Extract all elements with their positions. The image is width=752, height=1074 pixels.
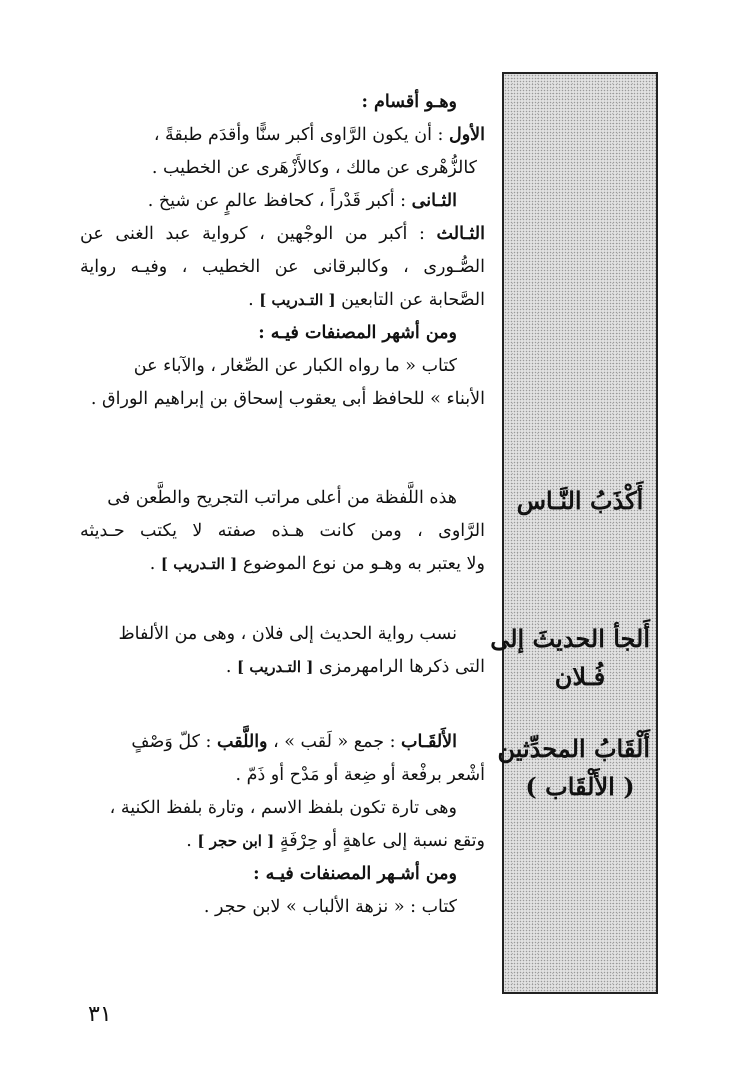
body-text: . <box>225 657 238 677</box>
source-citation: [ التـدريب ] <box>237 658 314 676</box>
heading-line: ( الأَلْقَاب ) <box>525 772 635 801</box>
body-text: : جمع « لَقب » ، <box>267 732 402 752</box>
body-text: : أكبر من الوجْهين ، كرواية عبد الغنى عن <box>80 224 437 244</box>
text-line <box>80 825 485 858</box>
body-text: . <box>149 554 161 574</box>
text-line <box>80 548 485 581</box>
text-line <box>80 726 485 759</box>
body-text: : كلّ وَصْفٍ <box>131 732 218 752</box>
text-line <box>80 858 485 891</box>
section-alja <box>80 618 485 684</box>
term-label: الثـالث <box>436 224 485 244</box>
section-aqsam <box>80 86 485 416</box>
body-text: وتقع نسبة إلى عاهةٍ أو حِرْفَةٍ <box>274 831 485 851</box>
text-line: كالزُّهْرى عن مالك ، وكالأَزْهَرى عن الخطيب . <box>151 158 477 178</box>
heading-line: أَلجأ الحديثَ إلى <box>490 624 650 653</box>
text-line <box>80 185 485 218</box>
text-line <box>80 86 485 119</box>
subheading: ومن أشـهر المصنفات فيـه : <box>253 864 457 884</box>
source-citation: [ التـدريب ] <box>259 291 336 309</box>
heading-line: فُـلان <box>554 662 606 691</box>
source-citation: [ التـدريب ] <box>160 555 238 573</box>
term-label: الأول <box>448 125 485 145</box>
subheading: ومن أشهر المصنفات فيـه : <box>258 323 457 343</box>
text-line <box>80 651 485 684</box>
body-text: . <box>186 831 198 851</box>
term-label: الثـانى <box>411 191 457 211</box>
text-line <box>80 284 485 317</box>
text-line <box>80 119 485 152</box>
text-line: هذه اللَّفظة من أعلى مراتب التجريح والطَّعن فى <box>107 488 457 508</box>
body-text: : أن يكون الرَّاوى أكبر سنًّا وأقدَم طبقةً ، <box>153 125 449 145</box>
text-line: كتاب « ما رواه الكبار عن الصِّغار ، والآباء عن <box>133 356 457 376</box>
section-akdhab <box>80 482 485 581</box>
body-text: التى ذكرها الرامهرمزى <box>313 657 485 677</box>
subheading: وهـو أقسام : <box>361 92 457 112</box>
text-line <box>80 218 485 251</box>
text-line: كتاب : « نزهة الألباب » لابن حجر . <box>203 897 457 917</box>
text-line: نسب رواية الحديث إلى فلان ، وهى من الألفاظ <box>118 624 457 644</box>
heading-akdhab-al-nas <box>510 482 650 520</box>
section-alqab <box>80 726 485 924</box>
text-line: الرَّاوى ، ومن كانت هـذه صفته لا يكتب حـديثه <box>80 521 485 541</box>
page-number: ٣١ <box>88 1002 112 1027</box>
heading-line: أَكْذَبُ النَّـاس <box>516 486 644 515</box>
source-citation: [ ابن حجر ] <box>197 832 275 850</box>
text-line: أشْعر برفْعة أو ضِعة أو مَدْح أو ذَمّ . <box>235 765 485 785</box>
text-line <box>80 317 485 350</box>
term-label: الأَلقَـاب <box>401 732 457 752</box>
heading-line: أَلْقَابُ المحدِّثين <box>497 734 650 763</box>
heading-alja-al-hadith <box>490 620 650 696</box>
text-line: وهى تارة تكون بلفظ الاسم ، وتارة بلفظ الكنية ، <box>109 798 457 818</box>
body-text: : أكبر قَدْراً ، كحافظ عالمٍ عن شيخ . <box>147 191 412 211</box>
text-line: الصُّـورى ، وكالبرقانى عن الخطيب ، وفيـه رواية <box>80 257 485 277</box>
body-text: . <box>248 290 260 310</box>
text-line: الأبناء » للحافظ أبى يعقوب إسحاق بن إبراهيم الوراق . <box>90 389 485 409</box>
term-label: واللَّقب <box>217 732 268 752</box>
sidebar-headings-panel <box>490 72 658 994</box>
body-text: الصَّحابة عن التابعين <box>335 290 485 310</box>
heading-alqab-al-muhaddithin <box>497 730 650 806</box>
body-text: ولا يعتبر به وهـو من نوع الموضوع <box>237 554 485 574</box>
